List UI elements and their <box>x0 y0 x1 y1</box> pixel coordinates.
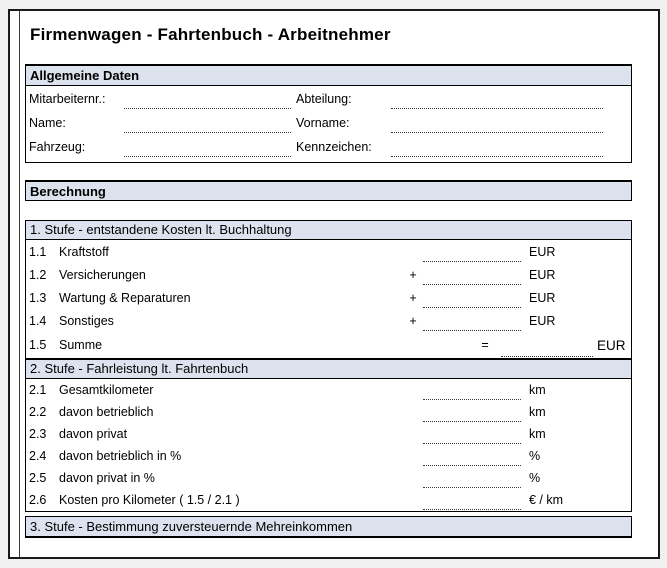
row-number: 2.2 <box>29 405 47 419</box>
calc-row <box>26 467 631 489</box>
row-number: 1.2 <box>29 267 47 282</box>
row-unit: EUR <box>529 244 556 259</box>
row-unit: EUR <box>597 337 626 353</box>
field-label: Vorname: <box>296 116 350 130</box>
row-number: 1.3 <box>29 290 47 305</box>
row-value-input[interactable] <box>423 291 521 308</box>
row-unit: EUR <box>529 267 556 282</box>
row-label: Wartung & Reparaturen <box>59 290 191 305</box>
calc-row <box>26 309 631 332</box>
row-unit: km <box>529 383 546 397</box>
row-number: 2.6 <box>29 493 47 507</box>
row-number: 1.4 <box>29 313 47 328</box>
row-unit: % <box>529 449 541 463</box>
calc-row <box>26 263 631 286</box>
calc-row <box>26 379 631 401</box>
calc-row <box>26 240 631 263</box>
general-data-section <box>25 64 632 163</box>
field-row <box>26 111 631 135</box>
row-unit: € / km <box>529 493 564 507</box>
row-number: 1.1 <box>29 244 47 259</box>
row-label: davon privat <box>59 427 128 441</box>
row-value-input[interactable] <box>423 471 521 488</box>
row-number: 2.1 <box>29 383 47 397</box>
row-unit: EUR <box>529 290 556 305</box>
row-value-input[interactable] <box>423 405 521 422</box>
row-operator: = <box>481 338 489 352</box>
calc-row <box>26 489 631 511</box>
general-fields <box>26 86 631 162</box>
row-unit: % <box>529 471 541 485</box>
field-label: Abteilung: <box>296 92 352 106</box>
row-number: 2.5 <box>29 471 47 485</box>
calc-section-2 <box>25 359 632 512</box>
calculation-sections <box>25 220 632 538</box>
row-operator: + <box>409 313 417 328</box>
row-number: 2.3 <box>29 427 47 441</box>
row-label: Kraftstoff <box>59 244 109 259</box>
row-operator: + <box>409 267 417 282</box>
calc-row <box>26 423 631 445</box>
row-number: 2.4 <box>29 449 47 463</box>
row-number: 1.5 <box>29 338 47 352</box>
calc-row <box>26 286 631 309</box>
field-input[interactable] <box>124 91 291 109</box>
calc-row <box>26 401 631 423</box>
row-label: Versicherungen <box>59 267 146 282</box>
form-sheet <box>8 9 660 559</box>
field-label: Mitarbeiternr.: <box>29 92 106 106</box>
calc-section-1 <box>25 220 632 359</box>
row-value-input[interactable] <box>423 268 521 285</box>
field-row <box>26 135 631 159</box>
stufe-3-header: 3. Stufe - Bestimmung zuversteuernde Mehreinkommen <box>25 516 632 538</box>
calculation-header: Berechnung <box>25 180 632 201</box>
form-content <box>25 23 632 538</box>
field-label: Name: <box>29 116 66 130</box>
margin-fold-line <box>19 11 20 557</box>
row-unit: km <box>529 405 546 419</box>
row-label: davon privat in % <box>59 471 155 485</box>
stufe-2-header: 2. Stufe - Fahrleistung lt. Fahrtenbuch <box>26 360 631 379</box>
field-row <box>26 87 631 111</box>
field-label: Kennzeichen: <box>296 140 372 154</box>
page-title: Firmenwagen - Fahrtenbuch - Arbeitnehmer <box>30 25 391 44</box>
row-unit: km <box>529 427 546 441</box>
row-label: Kosten pro Kilometer ( 1.5 / 2.1 ) <box>59 493 240 507</box>
row-value-input[interactable] <box>423 449 521 466</box>
row-value-input[interactable] <box>423 383 521 400</box>
row-unit: EUR <box>529 313 556 328</box>
field-label: Fahrzeug: <box>29 140 86 154</box>
general-data-header: Allgemeine Daten <box>26 66 631 86</box>
row-value-input[interactable] <box>423 427 521 444</box>
calc-row <box>26 332 631 358</box>
row-label: Gesamtkilometer <box>59 383 154 397</box>
field-input[interactable] <box>124 115 291 133</box>
field-input[interactable] <box>124 139 291 157</box>
row-label: Summe <box>59 338 103 352</box>
row-value-input[interactable] <box>423 314 521 331</box>
row-operator: + <box>409 290 417 305</box>
stufe-1-header: 1. Stufe - entstandene Kosten lt. Buchhaltung <box>26 221 631 240</box>
field-input[interactable] <box>391 115 603 133</box>
row-value-input[interactable] <box>423 493 521 510</box>
field-input[interactable] <box>391 139 603 157</box>
row-label: davon betrieblich in % <box>59 449 182 463</box>
row-label: Sonstiges <box>59 313 114 328</box>
field-input[interactable] <box>391 91 603 109</box>
row-value-input[interactable] <box>501 340 593 357</box>
calc-row <box>26 445 631 467</box>
row-value-input[interactable] <box>423 245 521 262</box>
row-label: davon betrieblich <box>59 405 154 419</box>
